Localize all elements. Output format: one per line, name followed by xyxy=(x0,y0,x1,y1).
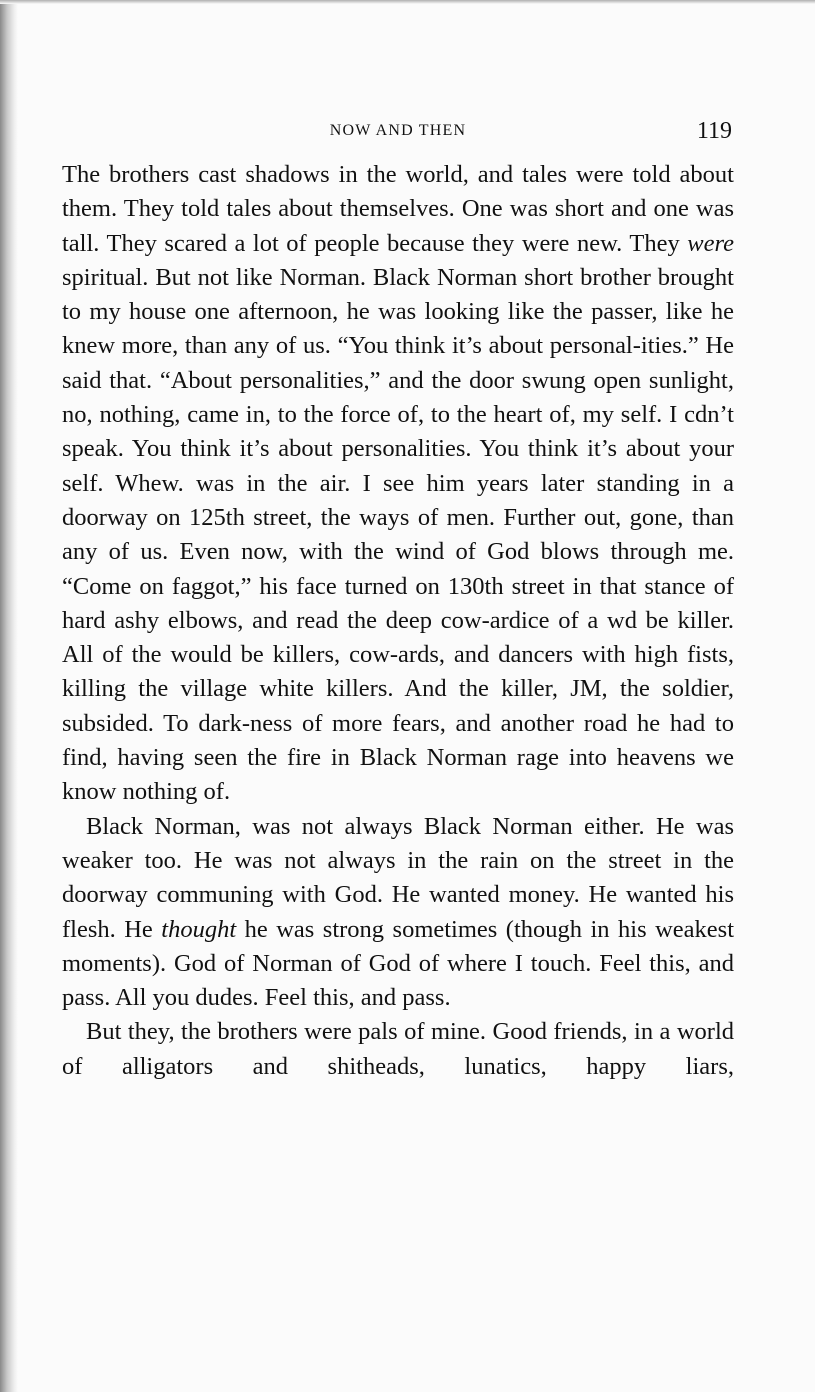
paragraph-3-text: But they, the brothers were pals of mine. Good friends, in a world of alligators and shitheads, lunatics, happy liars, xyxy=(62,1018,734,1080)
running-title: NOW AND THEN xyxy=(329,122,467,139)
paragraph-2-italic-thought: thought xyxy=(161,915,237,943)
paragraph-1-italic-were: were xyxy=(687,229,734,257)
paragraph-2-text-a: Black Norman, was not always Black Norman either. He was weaker too. He was not always in the rain on the street in the doorway communing with God. He wanted money. He wanted his flesh. He xyxy=(62,812,734,943)
paragraph-2 xyxy=(62,810,734,1016)
running-head xyxy=(62,118,734,148)
paragraph-2-text-b: he was strong sometimes (though in his weakest moments). God of Norman of God of where I touch. Feel this, and pass. All you dudes. Feel this, and pass. xyxy=(62,915,734,1012)
paragraph-1-text-a: The brothers cast shadows in the world, and tales were told about them. They told tales about themselves. One was short and one was tall. They scared a lot of people because they were new. They xyxy=(62,161,734,257)
paragraph-3 xyxy=(62,1015,734,1084)
binding-shadow xyxy=(0,0,18,1392)
page-number: 119 xyxy=(696,118,732,144)
paragraph-1-text-b: spiritual. But not like Norman. Black Norman short brother brought to my house one afternoon, he was looking like the passer, like he knew more, than any of us. “You think it’s about personal-ities.” He said that. “About personalities,” and the door swung open sunlight, no, nothing, came in, to the force of, to the heart of, my self. I cdn’t speak. You think it’s about personalities. You think it’s about your self. Whew. was in the air. I see him years later standing in a doorway on 125th street, the ways of men. Further out, gone, than any of us. Even now, with the wind of God blows through me. “Come on faggot,” his face turned on 130th street in that stance of hard ashy elbows, and read the deep cow-ardice of a wd be killer. All of the would be killers, cow-ards, and dancers with high fists, killing the village white killers. And the killer, JM, the soldier, subsided. To dark-ness of more fears, and another road he had to find, having seen the fire in Black Norman rage into heavens we know nothing of. xyxy=(62,263,734,806)
body-text xyxy=(62,158,734,1084)
paragraph-1 xyxy=(62,158,734,810)
page-top-edge xyxy=(0,0,815,4)
